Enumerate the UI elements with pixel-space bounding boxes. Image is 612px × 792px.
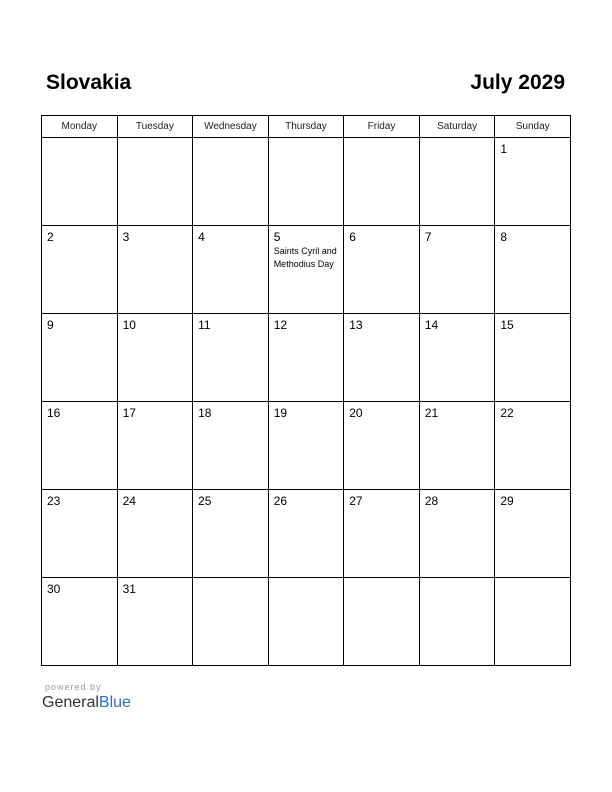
weekday-header: Sunday (495, 116, 571, 138)
country-title: Slovakia (46, 71, 132, 94)
week-row (42, 226, 571, 314)
day-cell (193, 314, 269, 402)
day-number: 19 (273, 406, 288, 420)
day-cell (117, 226, 193, 314)
day-cell (117, 138, 193, 226)
day-number: 14 (424, 318, 439, 332)
day-number: 8 (500, 230, 508, 244)
day-cell (344, 138, 420, 226)
day-cell (193, 402, 269, 490)
day-number: 2 (47, 230, 54, 244)
day-cell (419, 490, 495, 578)
day-cell (419, 314, 495, 402)
day-cell (268, 578, 344, 666)
day-number: 17 (122, 406, 136, 420)
holiday-label: Saints Cyril and Methodius Day (273, 246, 337, 269)
day-cell (495, 138, 571, 226)
day-cell (268, 490, 344, 578)
weekday-header: Wednesday (193, 116, 269, 138)
weekday-header: Saturday (419, 116, 495, 138)
day-cell (419, 138, 495, 226)
day-number: 16 (47, 406, 61, 420)
day-cell (117, 578, 193, 666)
weekday-header: Thursday (268, 116, 344, 138)
day-cell (42, 402, 118, 490)
day-number: 15 (500, 318, 514, 332)
day-cell (117, 402, 193, 490)
day-cell (344, 314, 420, 402)
day-cell (193, 490, 269, 578)
brand-blue-text: Blue (98, 694, 131, 711)
day-cell (495, 490, 571, 578)
day-cell (344, 490, 420, 578)
day-cell (193, 226, 269, 314)
day-number: 10 (122, 318, 136, 332)
day-cell (42, 138, 118, 226)
day-cell (495, 226, 571, 314)
weekday-header: Monday (42, 116, 118, 138)
day-number: 6 (349, 230, 356, 244)
day-number: 30 (47, 582, 61, 596)
day-cell (495, 578, 571, 666)
day-cell (117, 314, 193, 402)
month-year-title: July 2029 (470, 71, 565, 94)
generalblue-logo (42, 694, 131, 712)
day-number: 3 (122, 230, 130, 244)
brand-general-text: General (42, 694, 99, 711)
day-number: 29 (500, 494, 514, 508)
powered-by-text: powered by (45, 682, 102, 692)
day-cell (42, 490, 118, 578)
day-cell (419, 402, 495, 490)
day-number: 4 (198, 230, 205, 244)
weekday-header: Tuesday (117, 116, 193, 138)
week-row (42, 138, 571, 226)
day-cell (117, 490, 193, 578)
weekday-header: Friday (344, 116, 420, 138)
day-number: 27 (349, 494, 363, 508)
day-cell (495, 314, 571, 402)
week-row (42, 314, 571, 402)
weekday-header-row (42, 116, 571, 138)
day-number: 13 (349, 318, 363, 332)
calendar-body (42, 138, 571, 666)
day-number: 1 (500, 142, 508, 156)
day-cell (344, 226, 420, 314)
day-number: 23 (47, 494, 61, 508)
week-row (42, 578, 571, 666)
day-cell (419, 578, 495, 666)
week-row (42, 402, 571, 490)
day-number: 31 (122, 582, 136, 596)
day-cell (344, 402, 420, 490)
day-number: 9 (47, 318, 54, 332)
day-cell (419, 226, 495, 314)
day-number: 12 (273, 318, 288, 332)
day-number: 24 (122, 494, 136, 508)
day-number: 18 (198, 406, 212, 420)
day-cell (268, 138, 344, 226)
day-number: 20 (349, 406, 363, 420)
day-cell (193, 578, 269, 666)
day-cell (268, 402, 344, 490)
day-number: 26 (273, 494, 288, 508)
calendar-grid (41, 115, 571, 666)
day-cell (268, 314, 344, 402)
day-number: 5 (273, 230, 281, 244)
day-cell (42, 314, 118, 402)
day-number: 21 (424, 406, 439, 420)
day-cell (344, 578, 420, 666)
day-cell (193, 138, 269, 226)
day-cell (268, 226, 344, 314)
day-number: 11 (198, 318, 211, 332)
day-number: 25 (198, 494, 212, 508)
day-number: 28 (424, 494, 439, 508)
day-number: 7 (424, 230, 432, 244)
day-cell (42, 578, 118, 666)
day-number: 22 (500, 406, 514, 420)
day-cell (42, 226, 118, 314)
week-row (42, 490, 571, 578)
day-cell (495, 402, 571, 490)
